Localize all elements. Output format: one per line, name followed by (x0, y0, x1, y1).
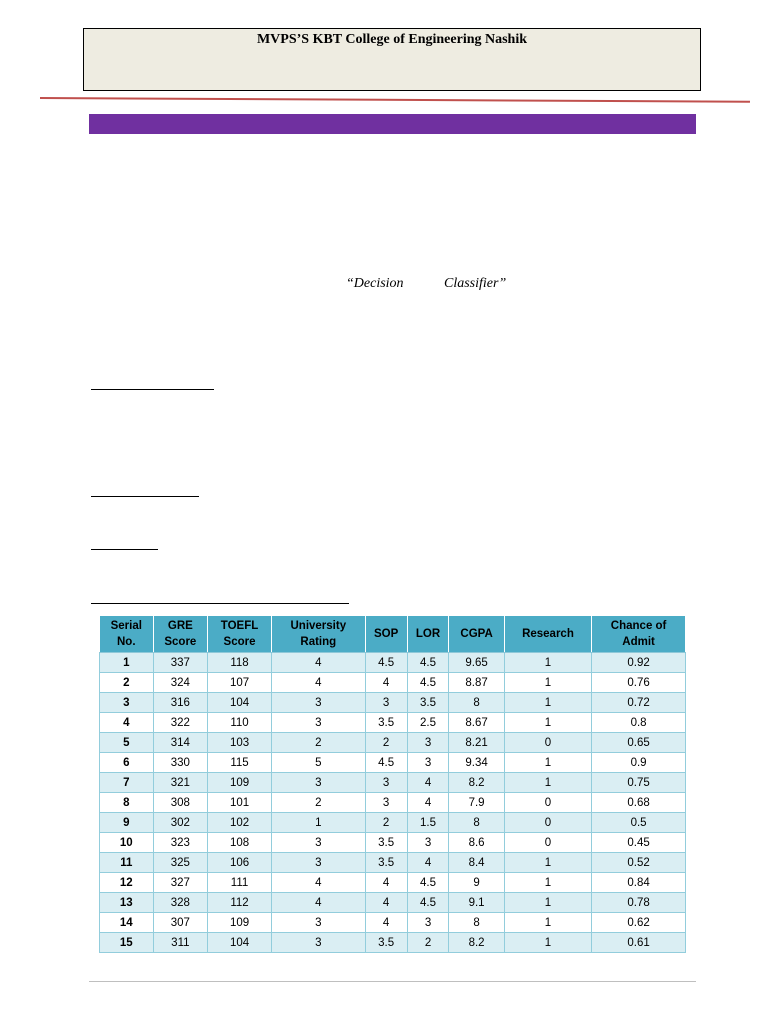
table-cell: 1 (504, 893, 591, 913)
table-cell: 118 (208, 653, 272, 673)
table-cell: 324 (153, 673, 208, 693)
table-cell: 3 (271, 713, 365, 733)
table-cell: 1 (504, 673, 591, 693)
table-cell: 4 (365, 913, 407, 933)
table-cell: 2 (100, 673, 154, 693)
table-cell: 8 (449, 913, 504, 933)
table-cell: 107 (208, 673, 272, 693)
table-cell: 9.1 (449, 893, 504, 913)
table-cell: 3.5 (365, 933, 407, 953)
column-header-line: Rating (300, 636, 337, 648)
table-cell: 3 (271, 773, 365, 793)
column-header-line: No. (117, 636, 136, 648)
column-header-line: Score (223, 636, 256, 648)
table-cell: 8 (449, 693, 504, 713)
table-cell: 2.5 (407, 713, 449, 733)
column-header-line: CGPA (460, 628, 493, 640)
table-cell: 0.75 (592, 773, 686, 793)
table-cell: 4.5 (407, 673, 449, 693)
table-cell: 8.21 (449, 733, 504, 753)
table-cell: 8.2 (449, 933, 504, 953)
column-header (271, 616, 365, 653)
table-cell: 4 (407, 773, 449, 793)
table-cell: 1 (100, 653, 154, 673)
table-cell: 6 (100, 753, 154, 773)
table-cell: 104 (208, 933, 272, 953)
column-header-line: Research (522, 628, 574, 640)
table-cell: 0 (504, 793, 591, 813)
table-cell: 0.68 (592, 793, 686, 813)
table-cell: 311 (153, 933, 208, 953)
table-row (100, 933, 686, 953)
table-cell: 0.72 (592, 693, 686, 713)
column-header-line: Admit (622, 636, 655, 648)
table-cell: 3 (365, 693, 407, 713)
table-row (100, 893, 686, 913)
column-header-line: Score (164, 636, 197, 648)
table-cell: 102 (208, 813, 272, 833)
table-cell: 0.84 (592, 873, 686, 893)
table-cell: 2 (365, 733, 407, 753)
column-header (449, 616, 504, 653)
table-cell: 3.5 (365, 853, 407, 873)
table-cell: 4 (365, 873, 407, 893)
table-row (100, 873, 686, 893)
table-cell: 4 (271, 673, 365, 693)
heading-underline-1 (91, 389, 214, 390)
table-cell: 3 (407, 833, 449, 853)
table-cell: 4.5 (365, 753, 407, 773)
quote-decision: “Decision (346, 276, 404, 291)
table-body (100, 653, 686, 953)
column-header-line: LOR (415, 628, 441, 640)
table-cell: 9.34 (449, 753, 504, 773)
table-cell: 1 (504, 853, 591, 873)
table-cell: 0.52 (592, 853, 686, 873)
table-cell: 2 (271, 793, 365, 813)
table-cell: 0 (504, 733, 591, 753)
table-cell: 1 (504, 873, 591, 893)
table-cell: 4 (407, 793, 449, 813)
table-cell: 1 (504, 933, 591, 953)
table-cell: 13 (100, 893, 154, 913)
table-row (100, 853, 686, 873)
section-accent-bar (89, 114, 696, 134)
table-cell: 1 (504, 693, 591, 713)
table-cell: 325 (153, 853, 208, 873)
table-cell: 322 (153, 713, 208, 733)
table-cell: 321 (153, 773, 208, 793)
table-cell: 10 (100, 833, 154, 853)
table-cell: 0.92 (592, 653, 686, 673)
table-cell: 9 (100, 813, 154, 833)
table-cell: 316 (153, 693, 208, 713)
table-cell: 314 (153, 733, 208, 753)
table-cell: 110 (208, 713, 272, 733)
column-header-line: Serial (110, 620, 142, 632)
table-cell: 3.5 (365, 833, 407, 853)
table-row (100, 673, 686, 693)
table-cell: 4.5 (407, 893, 449, 913)
table-cell: 0.62 (592, 913, 686, 933)
table-cell: 4 (100, 713, 154, 733)
table-cell: 4.5 (407, 873, 449, 893)
table-cell: 3 (365, 793, 407, 813)
table-cell: 4.5 (365, 653, 407, 673)
heading-underline-4 (91, 603, 349, 604)
column-header (407, 616, 449, 653)
column-header (592, 616, 686, 653)
table-cell: 3 (100, 693, 154, 713)
table-row (100, 913, 686, 933)
table-cell: 3.5 (365, 713, 407, 733)
footer-rule (89, 981, 696, 982)
table-cell: 8.67 (449, 713, 504, 733)
table-row (100, 793, 686, 813)
table-cell: 101 (208, 793, 272, 813)
table-cell: 307 (153, 913, 208, 933)
column-header-line: TOEFL (220, 620, 259, 632)
table-row (100, 713, 686, 733)
table-cell: 115 (208, 753, 272, 773)
table-cell: 3 (365, 773, 407, 793)
table-cell: 8.2 (449, 773, 504, 793)
table-cell: 3 (271, 853, 365, 873)
table-cell: 0 (504, 813, 591, 833)
table-cell: 1.5 (407, 813, 449, 833)
table-cell: 3 (407, 913, 449, 933)
quote-classifier: Classifier” (444, 276, 507, 291)
table-cell: 3 (407, 733, 449, 753)
table-cell: 108 (208, 833, 272, 853)
table-cell: 0.9 (592, 753, 686, 773)
table-row (100, 773, 686, 793)
table-cell: 9.65 (449, 653, 504, 673)
table-cell: 308 (153, 793, 208, 813)
column-header (504, 616, 591, 653)
table-cell: 0.45 (592, 833, 686, 853)
table-cell: 1 (504, 653, 591, 673)
table-cell: 1 (504, 713, 591, 733)
table-cell: 0.5 (592, 813, 686, 833)
column-header (153, 616, 208, 653)
table-cell: 111 (208, 873, 272, 893)
table-cell: 337 (153, 653, 208, 673)
table-cell: 12 (100, 873, 154, 893)
table-cell: 3 (407, 753, 449, 773)
table-cell: 15 (100, 933, 154, 953)
table-cell: 1 (504, 773, 591, 793)
table-cell: 14 (100, 913, 154, 933)
table-cell: 327 (153, 873, 208, 893)
table-cell: 109 (208, 773, 272, 793)
table-cell: 104 (208, 693, 272, 713)
table-cell: 4 (407, 853, 449, 873)
table-cell: 7.9 (449, 793, 504, 813)
table-row (100, 753, 686, 773)
heading-underline-2 (91, 496, 199, 497)
table-cell: 0.8 (592, 713, 686, 733)
table-cell: 8.4 (449, 853, 504, 873)
table-cell: 103 (208, 733, 272, 753)
table-cell: 4.5 (407, 653, 449, 673)
table-cell: 1 (504, 753, 591, 773)
table-cell: 2 (407, 933, 449, 953)
column-header-line: SOP (373, 628, 399, 640)
table-cell: 328 (153, 893, 208, 913)
table-cell: 3 (271, 913, 365, 933)
table-cell: 0 (504, 833, 591, 853)
table-cell: 323 (153, 833, 208, 853)
table-row (100, 693, 686, 713)
table-cell: 3.5 (407, 693, 449, 713)
table-cell: 1 (271, 813, 365, 833)
table-cell: 0.65 (592, 733, 686, 753)
column-header-line: GRE (167, 620, 193, 632)
table-cell: 1 (504, 913, 591, 933)
table-cell: 11 (100, 853, 154, 873)
table-cell: 3 (271, 693, 365, 713)
column-header (208, 616, 272, 653)
table-cell: 330 (153, 753, 208, 773)
table-header-row (100, 616, 686, 653)
table-cell: 8 (100, 793, 154, 813)
column-header (365, 616, 407, 653)
table-row (100, 733, 686, 753)
admission-data-table (99, 615, 686, 953)
table-cell: 7 (100, 773, 154, 793)
table-cell: 4 (365, 673, 407, 693)
heading-underline-3 (91, 549, 158, 550)
table-row (100, 813, 686, 833)
table-cell: 0.76 (592, 673, 686, 693)
column-header (100, 616, 154, 653)
table-cell: 302 (153, 813, 208, 833)
table-cell: 0.61 (592, 933, 686, 953)
table-cell: 8 (449, 813, 504, 833)
table-cell: 112 (208, 893, 272, 913)
table-cell: 4 (271, 893, 365, 913)
table-cell: 3 (271, 933, 365, 953)
column-header-line: Chance of (610, 620, 667, 632)
table-row (100, 833, 686, 853)
table-cell: 109 (208, 913, 272, 933)
column-header-line: University (290, 620, 347, 632)
table-cell: 2 (365, 813, 407, 833)
table-cell: 9 (449, 873, 504, 893)
table-cell: 5 (271, 753, 365, 773)
header-red-rule (40, 97, 750, 103)
table-cell: 3 (271, 833, 365, 853)
table-cell: 106 (208, 853, 272, 873)
table-cell: 4 (271, 873, 365, 893)
table-row (100, 653, 686, 673)
table-cell: 5 (100, 733, 154, 753)
page-header (83, 28, 701, 91)
table-cell: 0.78 (592, 893, 686, 913)
table-cell: 4 (365, 893, 407, 913)
college-title: MVPS’S KBT College of Engineering Nashik (256, 32, 528, 47)
table-cell: 8.87 (449, 673, 504, 693)
table-cell: 4 (271, 653, 365, 673)
table-cell: 2 (271, 733, 365, 753)
table-cell: 8.6 (449, 833, 504, 853)
